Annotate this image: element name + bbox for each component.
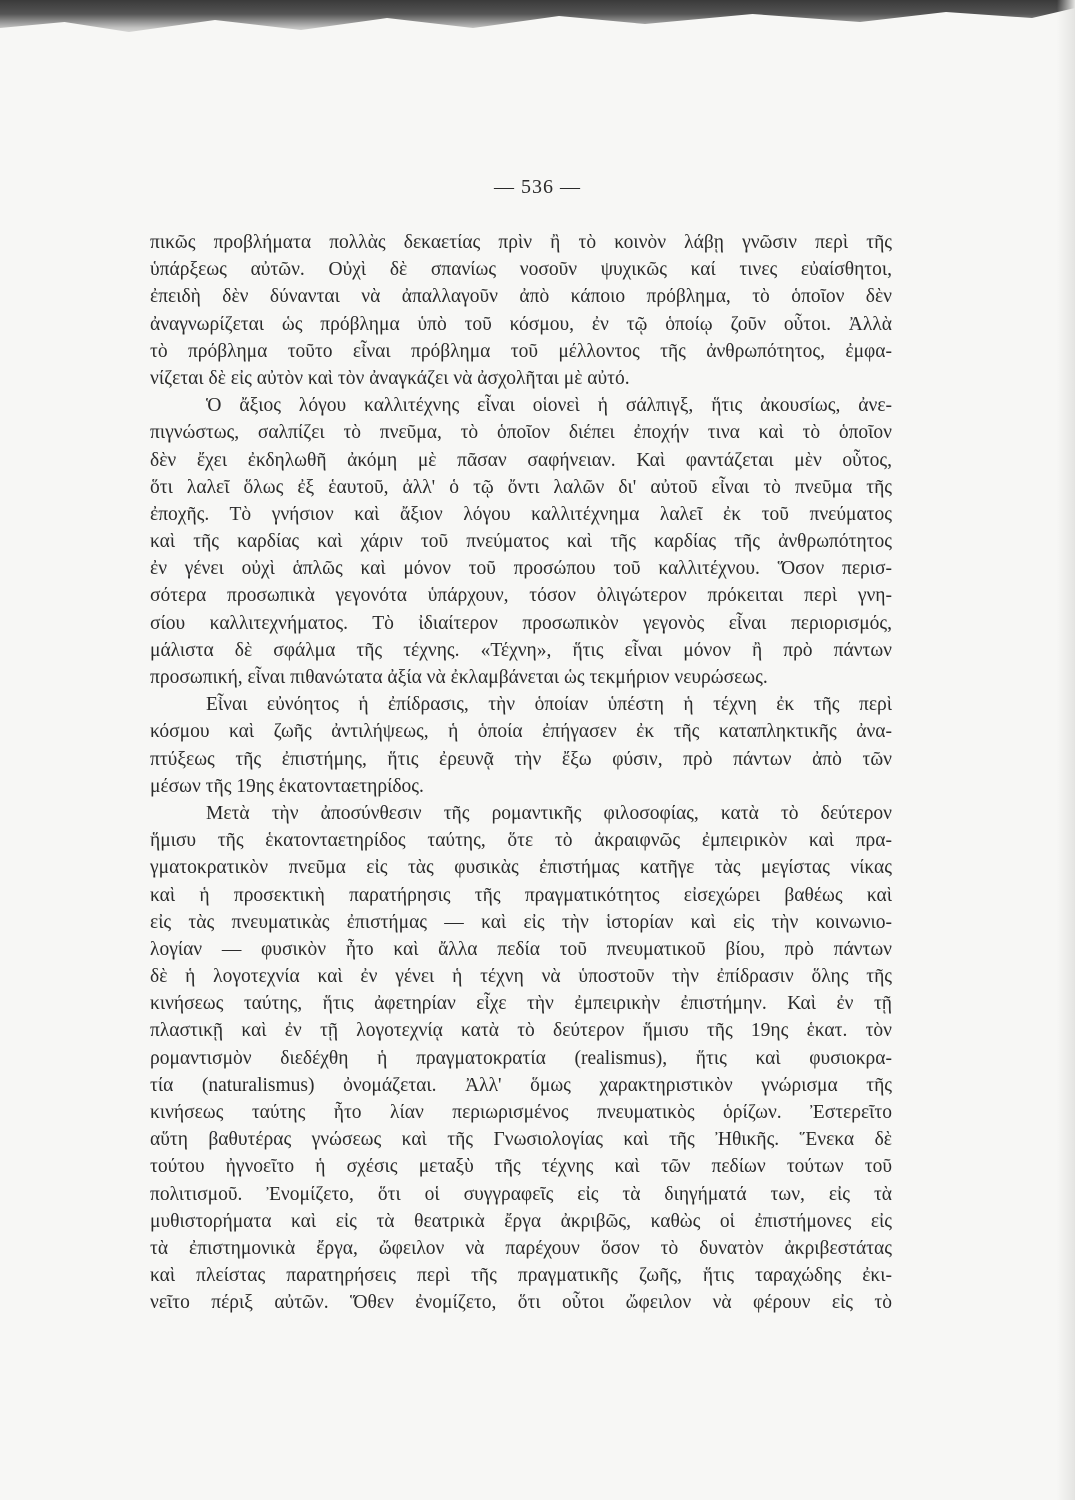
text-line: ἥμισυ τῆς ἑκατονταετηρίδος ταύτης, ὅτε τὸ ἀκραιφνῶς ἐμπειρικὸν καὶ πρα- — [150, 830, 892, 852]
paragraph — [150, 691, 892, 800]
text-line: ρομαντισμὸν διεδέχθη ἡ πραγματοκρατία (realismus), ἥτις καὶ φυσιοκρα- — [150, 1047, 892, 1069]
text-line: καὶ πλείστας παρατηρήσεις περὶ τῆς πραγματικῆς ζωῆς, ἥτις ταραχώδης ἐκι- — [150, 1265, 892, 1287]
text-line: ἐν γένει οὐχὶ ἁπλῶς καὶ μόνον τοῦ προσώπου τοῦ καλλιτέχνου. Ὅσον περισ- — [150, 558, 892, 580]
text-line: κόσμου καὶ ζωῆς ἀντιλήψεως, ἡ ὁποία ἐπήγασεν ἐκ τῆς καταπληκτικῆς ἀνα- — [150, 721, 892, 743]
text-line: τὰ ἐπιστημονικὰ ἔργα, ὤφειλον νὰ παρέχουν ὅσον τὸ δυνατὸν ἀκριβεστάτας — [150, 1237, 892, 1259]
page-edge-shadow — [1057, 0, 1075, 1500]
text-line: εἰς τὰς πνευματικὰς ἐπιστήμας — καὶ εἰς τὴν ἱστορίαν καὶ εἰς τὴν κοινωνιο- — [150, 911, 892, 933]
text-line: νεῖτο πέριξ αὐτῶν. Ὅθεν ἐνομίζετο, ὅτι οὗτοι ὤφειλον νὰ φέρουν εἰς τὸ — [150, 1292, 892, 1314]
paragraph — [150, 800, 892, 1317]
text-line: ἐποχῆς. Τὸ γνήσιον καὶ ἄξιον λόγου καλλιτέχνημα λαλεῖ ἐκ τοῦ πνεύματος — [150, 503, 892, 525]
text-line: Εἶναι εὐνόητος ἡ ἐπίδρασις, τὴν ὁποίαν ὑπέστη ἡ τέχνη ἐκ τῆς περὶ — [206, 694, 892, 716]
page-number: — 536 — — [494, 176, 581, 198]
text-line: ὅτι λαλεῖ ὅλως ἐξ ἑαυτοῦ, ἀλλ' ὁ τῷ ὄντι λαλῶν δι' αὐτοῦ εἶναι τὸ πνεῦμα τῆς — [150, 476, 892, 498]
text-line: κινήσεως ταύτης, ἥτις ἀφετηρίαν εἶχε τὴν ἐμπειρικὴν ἐπιστήμην. Καὶ ἐν τῇ — [150, 993, 892, 1015]
text-line: πιγνώστως, σαλπίζει τὸ πνεῦμα, τὸ ὁποῖον διέπει ἐποχήν τινα καὶ τὸ ὁποῖον — [150, 422, 892, 444]
text-line: ἐπειδὴ δὲν δύνανται νὰ ἀπαλλαγοῦν ἀπὸ κάποιο πρόβλημα, τὸ ὁποῖον δὲν — [150, 286, 892, 308]
text-line: τία (naturalismus) ὀνομάζεται. Ἀλλ' ὅμως χαρακτηριστικὸν γνώρισμα τῆς — [150, 1074, 892, 1096]
body-text — [150, 229, 892, 1317]
text-line: σότερα προσωπικὰ γεγονότα ὑπάρχουν, τόσον ὀλιγώτερον πρόκειται περὶ γνη- — [150, 585, 892, 607]
text-line: ὑπάρξεως αὐτῶν. Οὐχὶ δὲ σπανίως νοσοῦν ψυχικῶς καί τινες εὐαίσθητοι, — [150, 259, 892, 281]
text-line: πλαστικῇ καὶ ἐν τῇ λογοτεχνίᾳ κατὰ τὸ δεύτερον ἥμισυ τῆς 19ης ἑκατ. τὸν — [150, 1020, 892, 1042]
paragraph — [150, 229, 892, 392]
text-line: πικῶς προβλήματα πολλὰς δεκαετίας πρὶν ἢ τὸ κοινὸν λάβῃ γνῶσιν περὶ τῆς — [150, 232, 892, 253]
text-line: νίζεται δὲ εἰς αὐτὸν καὶ τὸν ἀναγκάζει νὰ ἀσχολῆται μὲ αὐτό. — [150, 367, 630, 389]
text-line: κινήσεως ταύτης ἦτο λίαν περιωρισμένος πνευματικὸς ὁρίζων. Ἐστερεῖτο — [150, 1102, 892, 1123]
paragraph — [150, 392, 892, 691]
text-line: προσωπική, εἶναι πιθανώτατα ἀξία νὰ ἐκλαμβάνεται ὡς τεκμήριον νευρώσεως. — [150, 667, 768, 688]
text-line: καὶ ἡ προσεκτικὴ παρατήρησις τῆς πραγματικότητος εἰσεχώρει βαθέως καὶ — [150, 884, 892, 906]
text-line: μυθιστορήματα καὶ εἰς τὰ θεατρικὰ ἔργα ἀκριβῶς, καθὼς οἱ ἐπιστήμονες εἰς — [150, 1210, 892, 1232]
text-line: λογίαν — φυσικὸν ἦτο καὶ ἄλλα πεδία τοῦ πνευματικοῦ βίου, πρὸ πάντων — [150, 938, 892, 960]
text-line: πολιτισμοῦ. Ἐνομίζετο, ὅτι οἱ συγγραφεῖς εἰς τὰ διηγήματά των, εἰς τὰ — [150, 1183, 892, 1205]
text-line: ἀναγνωρίζεται ὡς πρόβλημα ὑπὸ τοῦ κόσμου, ἐν τῷ ὁποίῳ ζοῦν οὗτοι. Ἀλλὰ — [150, 313, 892, 335]
text-line: τούτου ἠγνοεῖτο ἡ σχέσις μεταξὺ τῆς τέχνης καὶ τῶν πεδίων τούτων τοῦ — [150, 1156, 892, 1178]
text-line: καὶ τῆς καρδίας καὶ χάριν τοῦ πνεύματος καὶ τῆς καρδίας τῆς ἀνθρωπότητος — [150, 531, 892, 553]
text-line: αὕτη βαθυτέρας γνώσεως καὶ τῆς Γνωσιολογίας καὶ τῆς Ἠθικῆς. Ἕνεκα δὲ — [150, 1129, 892, 1151]
text-line: δὲν ἔχει ἐκδηλωθῆ ἀκόμη μὲ πᾶσαν σαφήνειαν. Καὶ φαντάζεται μὲν οὗτος, — [150, 449, 892, 471]
text-line: Μετὰ τὴν ἀποσύνθεσιν τῆς ρομαντικῆς φιλοσοφίας, κατὰ τὸ δεύτερον — [206, 802, 892, 824]
text-line: πτύξεως τῆς ἐπιστήμης, ἥτις ἐρευνᾷ τὴν ἔξω φύσιν, πρὸ πάντων ἀπὸ τῶν — [150, 748, 892, 770]
text-line: σίου καλλιτεχνήματος. Τὸ ἰδιαίτερον προσωπικὸν γεγονὸς εἶναι περιορισμός, — [150, 612, 892, 634]
torn-page-edge — [0, 0, 1075, 40]
text-line: γματοκρατικὸν πνεῦμα εἰς τὰς φυσικὰς ἐπιστήμας κατῆγε τὰς μεγίστας νίκας — [150, 857, 892, 879]
text-line: μέσων τῆς 19ης ἑκατονταετηρίδος. — [150, 775, 424, 797]
text-line: Ὁ ἄξιος λόγου καλλιτέχνης εἶναι οἱονεὶ ἡ σάλπιγξ, ἥτις ἀκουσίως, ἀνε- — [206, 395, 892, 417]
text-line: μάλιστα δὲ σφάλμα τῆς τέχνης. «Τέχνη», ἥτις εἶναι μόνον ἢ πρὸ πάντων — [150, 639, 892, 661]
text-line: δὲ ἡ λογοτεχνία καὶ ἐν γένει ἡ τέχνη νὰ ὑποστοῦν τὴν ἐπίδρασιν ὅλης τῆς — [150, 966, 892, 988]
text-line: τὸ πρόβλημα τοῦτο εἶναι πρόβλημα τοῦ μέλλοντος τῆς ἀνθρωπότητος, ἐμφα- — [150, 340, 892, 362]
